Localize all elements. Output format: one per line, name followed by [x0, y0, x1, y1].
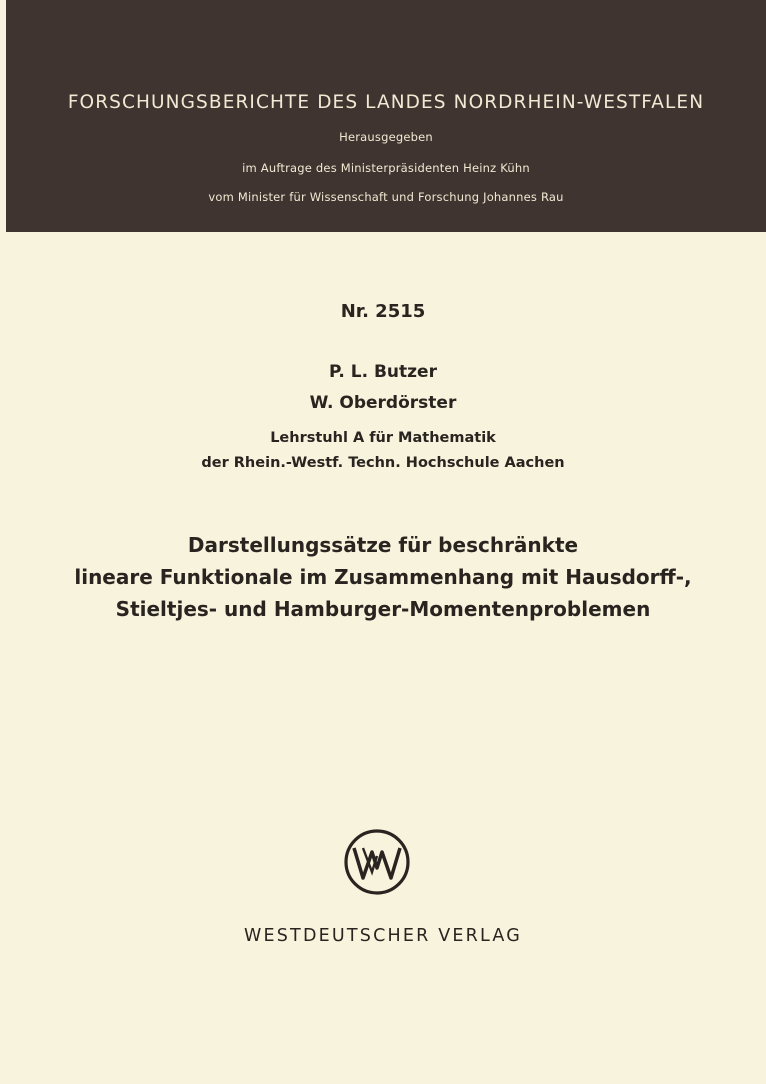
editor-line-1: Herausgegeben	[339, 130, 433, 144]
editor-line-2: im Auftrage des Ministerpräsidenten Heinz Kühn	[242, 161, 530, 175]
institution-line-2: der Rhein.-Westf. Techn. Hochschule Aachen	[201, 455, 565, 471]
editor-line-3: vom Minister für Wissenschaft und Forschung Johannes Rau	[208, 190, 564, 204]
institution-line-1: Lehrstuhl A für Mathematik	[270, 430, 496, 446]
title-line-3: Stieltjes- und Hamburger-Momentenproblemen	[115, 597, 651, 621]
series-title: FORSCHUNGSBERICHTE DES LANDES NORDRHEIN-WESTFALEN	[67, 92, 705, 113]
title-line-2: lineare Funktionale im Zusammenhang mit Hausdorff-,	[74, 565, 692, 589]
report-number: Nr. 2515	[340, 301, 426, 322]
author-2: W. Oberdörster	[309, 393, 457, 413]
series-header-band	[6, 0, 766, 232]
title-line-1: Darstellungssätze für beschränkte	[187, 533, 579, 557]
publisher-name: WESTDEUTSCHER VERLAG	[243, 926, 523, 946]
author-1: P. L. Butzer	[329, 362, 437, 382]
publisher-logo-icon	[343, 828, 411, 896]
